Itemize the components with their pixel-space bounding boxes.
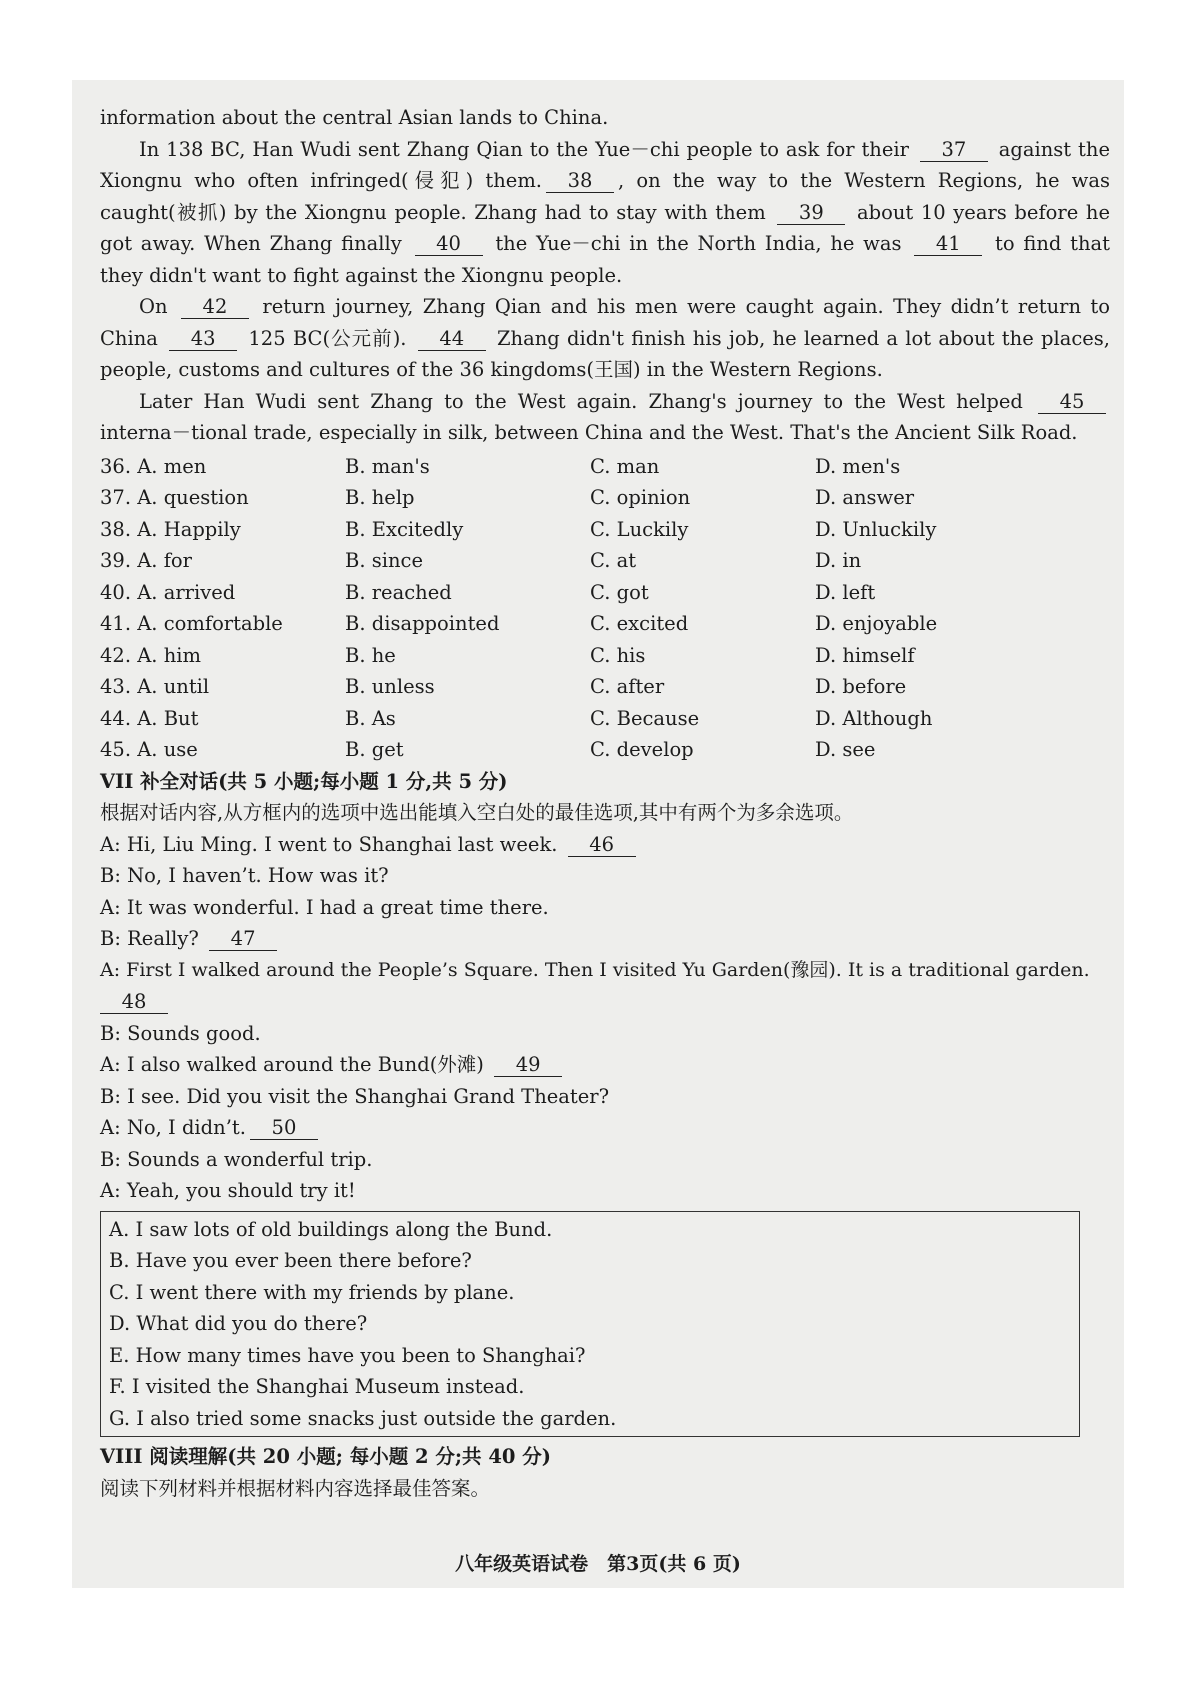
section-8-title: VIII 阅读理解(共 20 小题; 每小题 2 分;共 40 分) (100, 1445, 551, 1468)
passage-paragraph-3 (100, 291, 1110, 386)
option-a (100, 545, 345, 577)
option-a-text: A. for (137, 549, 192, 572)
option-b: B. he (345, 643, 396, 667)
option-b: B. get (345, 738, 404, 761)
option-b: B. help (345, 486, 415, 509)
section-7-instruction: 根据对话内容,从方框内的选项中选出能填入空白处的最佳选项,其中有两个为多余选项。 (100, 801, 854, 824)
option-a-text: A. Happily (137, 517, 241, 541)
page-footer: 八年级英语试卷 第3页(共 6 页) (455, 1553, 741, 1575)
option-b: B. reached (345, 580, 452, 604)
dialogue-line: B: Sounds good. (100, 1021, 261, 1045)
option-c: C. Luckily (590, 517, 689, 541)
passage-paragraph-4 (100, 386, 1110, 449)
option-a (100, 734, 345, 766)
choice-item: D. What did you do there? (109, 1312, 368, 1335)
option-a (100, 482, 345, 514)
option-row (100, 734, 1110, 766)
option-a-text: A. comfortable (137, 612, 283, 635)
option-b: B. since (345, 549, 423, 572)
option-d: D. men's (815, 454, 901, 478)
blank-50: 50 (250, 1117, 318, 1140)
dialogue-line: A: Yeah, you should try it! (100, 1179, 356, 1202)
option-a-text: A. question (137, 486, 249, 509)
dialogue-line (100, 1049, 1110, 1081)
option-a (100, 577, 345, 609)
dialogue-line: A: First I walked around the People’s Square. Then I visited Yu Garden(豫园). It is a traditional garden. (100, 958, 1090, 981)
text: to find that they didn't want to fight against the Xiongnu people. (100, 232, 1111, 287)
option-c: C. man (590, 454, 660, 478)
option-d: D. see (815, 738, 876, 761)
passage-paragraph-2 (100, 134, 1110, 292)
options-list (100, 451, 1110, 766)
option-d: D. Although (815, 706, 933, 730)
dialogue-line (100, 923, 1110, 955)
option-d: D. in (815, 549, 862, 572)
option-a-text: A. arrived (137, 580, 236, 604)
question-number: 38. (100, 517, 132, 541)
option-c: C. Because (590, 706, 700, 730)
exam-page (72, 80, 1124, 1588)
text: , on the way to the Western Regions, he was caught(被抓) by the Xiongnu people. Zhang had to stay with them (100, 169, 1110, 224)
option-a (100, 514, 345, 546)
choice-item: G. I also tried some snacks just outside the garden. (109, 1406, 617, 1430)
blank-42: 42 (181, 296, 249, 319)
text: 125 BC(公元前). (241, 326, 414, 350)
option-c: C. excited (590, 612, 689, 635)
option-row (100, 671, 1110, 703)
text: interna－tional trade, especially in silk, between China and the West. That's the Ancient Silk Road. (100, 421, 1078, 444)
choice-item: C. I went there with my friends by plane. (109, 1280, 515, 1304)
option-b: B. unless (345, 675, 435, 698)
option-c: C. develop (590, 738, 694, 761)
text: about 10 years before he got away. When Zhang finally (100, 200, 1110, 255)
option-a-text: A. But (137, 706, 199, 730)
question-number: 45. (100, 738, 132, 761)
dialogue-line: A: It was wonderful. I had a great time there. (100, 895, 549, 919)
choice-item: B. Have you ever been there before? (109, 1249, 472, 1272)
dialogue-line (100, 1112, 1110, 1144)
question-number: 41. (100, 612, 132, 635)
option-row (100, 482, 1110, 514)
option-b: B. As (345, 706, 396, 730)
page-content (100, 102, 1110, 1504)
choice-item: A. I saw lots of old buildings along the Bund. (109, 1217, 553, 1241)
dialogue-text: A: Hi, Liu Ming. I went to Shanghai last week. (100, 832, 564, 856)
question-number: 44. (100, 706, 132, 730)
option-c: C. got (590, 580, 649, 604)
option-d: D. left (815, 580, 876, 604)
text: On (139, 295, 177, 318)
text: In 138 BC, Han Wudi sent Zhang Qian to the Yue－chi people to ask for their (139, 137, 916, 161)
option-b: B. disappointed (345, 612, 500, 635)
dialogue-text: A: I also walked around the Bund(外滩) (100, 1053, 491, 1076)
dialogue-text: A: No, I didn’t. (100, 1116, 246, 1139)
passage-paragraph-1: information about the central Asian lands to China. (100, 106, 609, 129)
option-c: C. after (590, 675, 665, 698)
option-a (100, 640, 345, 672)
dialogue-line: B: No, I haven’t. How was it? (100, 864, 389, 887)
section-8-instruction: 阅读下列材料并根据材料内容选择最佳答案。 (100, 1476, 491, 1500)
text: Later Han Wudi sent Zhang to the West again. Zhang's journey to the West helped (139, 389, 1034, 413)
choice-item: F. I visited the Shanghai Museum instead. (109, 1375, 525, 1398)
blank-49: 49 (494, 1054, 562, 1077)
blank-40: 40 (415, 233, 483, 256)
option-d: D. himself (815, 643, 915, 667)
blank-48: 48 (100, 991, 168, 1014)
option-row (100, 451, 1110, 483)
dialogue-line (100, 986, 1110, 1018)
dialogue-text: B: Really? (100, 927, 206, 950)
text: against the Xiongnu who often infringed(侵犯) them. (100, 137, 1110, 192)
option-row (100, 577, 1110, 609)
section-7-title: VII 补全对话(共 5 小题;每小题 1 分,共 5 分) (100, 769, 508, 793)
text: Zhang didn't finish his job, he learned a lot about the places, people, customs and cultures of the 36 kingdoms(王国) in the Western Regions. (100, 326, 1110, 381)
option-d: D. answer (815, 486, 915, 509)
blank-41: 41 (914, 233, 982, 256)
choices-box (100, 1211, 1080, 1438)
blank-38: 38 (546, 170, 614, 193)
question-number: 37. (100, 486, 132, 509)
text: return journey, Zhang Qian and his men were caught again. They didn’t return to China (100, 295, 1110, 350)
option-c: C. at (590, 549, 637, 572)
option-row (100, 608, 1110, 640)
option-a (100, 608, 345, 640)
option-d: D. enjoyable (815, 612, 938, 635)
blank-47: 47 (209, 928, 277, 951)
option-row (100, 703, 1110, 735)
question-number: 40. (100, 580, 132, 604)
blank-43: 43 (169, 328, 237, 351)
question-number: 39. (100, 549, 132, 572)
option-b: B. man's (345, 454, 430, 478)
option-d: D. Unluckily (815, 517, 937, 541)
blank-45: 45 (1038, 391, 1106, 414)
option-c: C. opinion (590, 486, 691, 509)
dialogue-line: B: Sounds a wonderful trip. (100, 1147, 373, 1171)
option-a-text: A. men (137, 454, 207, 478)
option-a-text: A. use (137, 738, 198, 761)
blank-46: 46 (568, 834, 636, 857)
option-row (100, 514, 1110, 546)
question-number: 36. (100, 454, 132, 478)
blank-39: 39 (777, 202, 845, 225)
option-row (100, 545, 1110, 577)
option-a (100, 451, 345, 483)
option-c: C. his (590, 643, 646, 667)
blank-44: 44 (418, 328, 486, 351)
dialogue (100, 829, 1110, 1207)
question-number: 43. (100, 675, 132, 698)
option-a (100, 703, 345, 735)
text: the Yue－chi in the North India, he was (486, 232, 911, 255)
dialogue-line: B: I see. Did you visit the Shanghai Grand Theater? (100, 1084, 610, 1108)
blank-37: 37 (920, 139, 988, 162)
option-d: D. before (815, 675, 907, 698)
option-b: B. Excitedly (345, 517, 464, 541)
question-number: 42. (100, 643, 132, 667)
dialogue-line (100, 829, 1110, 861)
option-a-text: A. until (137, 675, 210, 698)
option-a (100, 671, 345, 703)
option-row (100, 640, 1110, 672)
option-a-text: A. him (137, 643, 201, 667)
choice-item: E. How many times have you been to Shanghai? (109, 1343, 586, 1367)
